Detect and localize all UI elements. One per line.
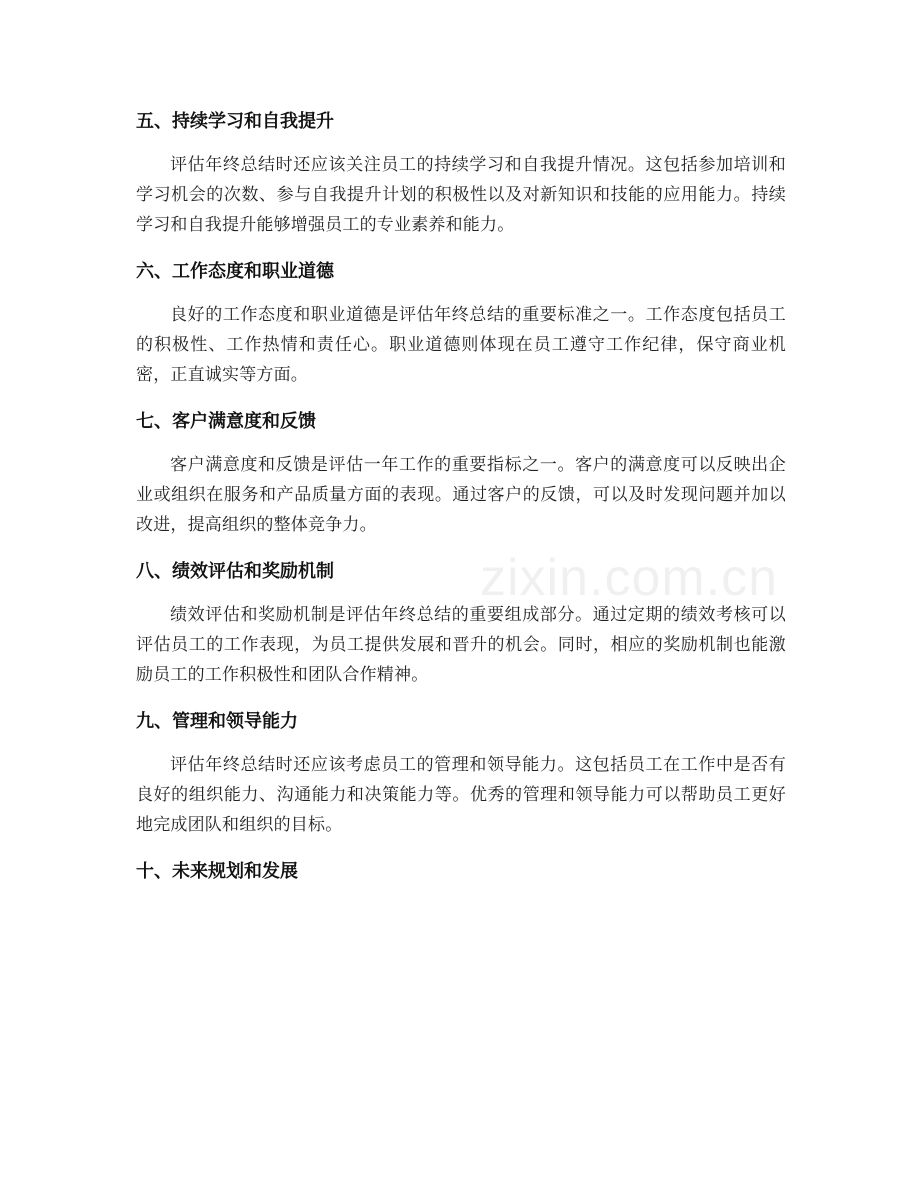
section-5: [136, 108, 786, 240]
watermark: zixin.com.cn: [480, 549, 779, 607]
section-heading: 五、持续学习和自我提升: [136, 111, 334, 132]
section-heading: 九、管理和领导能力: [136, 711, 298, 732]
section-heading: 六、工作态度和职业道德: [136, 261, 334, 282]
section-9: [136, 708, 786, 840]
section-paragraph: 良好的工作态度和职业道德是评估年终总结的重要标准之一。工作态度包括员工的积极性、工作热情和责任心。职业道德则体现在员工遵守工作纪律，保守商业机密，正直诚实等方面。: [136, 305, 786, 385]
section-10: [136, 858, 786, 886]
document-page: [136, 108, 786, 900]
section-heading: 八、绩效评估和奖励机制: [136, 561, 334, 582]
section-8: [136, 558, 786, 690]
section-paragraph: 绩效评估和奖励机制是评估年终总结的重要组成部分。通过定期的绩效考核可以评估员工的工作表现，为员工提供发展和晋升的机会。同时，相应的奖励机制也能激励员工的工作积极性和团队合作精神。: [136, 605, 786, 685]
section-paragraph: 评估年终总结时还应该考虑员工的管理和领导能力。这包括员工在工作中是否有良好的组织能力、沟通能力和决策能力等。优秀的管理和领导能力可以帮助员工更好地完成团队和组织的目标。: [136, 755, 786, 835]
section-6: [136, 258, 786, 390]
section-heading: 七、客户满意度和反馈: [136, 411, 316, 432]
section-paragraph: 客户满意度和反馈是评估一年工作的重要指标之一。客户的满意度可以反映出企业或组织在服务和产品质量方面的表现。通过客户的反馈，可以及时发现问题并加以改进，提高组织的整体竞争力。: [136, 455, 786, 535]
section-paragraph: 评估年终总结时还应该关注员工的持续学习和自我提升情况。这包括参加培训和学习机会的次数、参与自我提升计划的积极性以及对新知识和技能的应用能力。持续学习和自我提升能够增强员工的专业素养和能力。: [136, 155, 786, 235]
section-7: [136, 408, 786, 540]
section-heading: 十、未来规划和发展: [136, 861, 298, 882]
